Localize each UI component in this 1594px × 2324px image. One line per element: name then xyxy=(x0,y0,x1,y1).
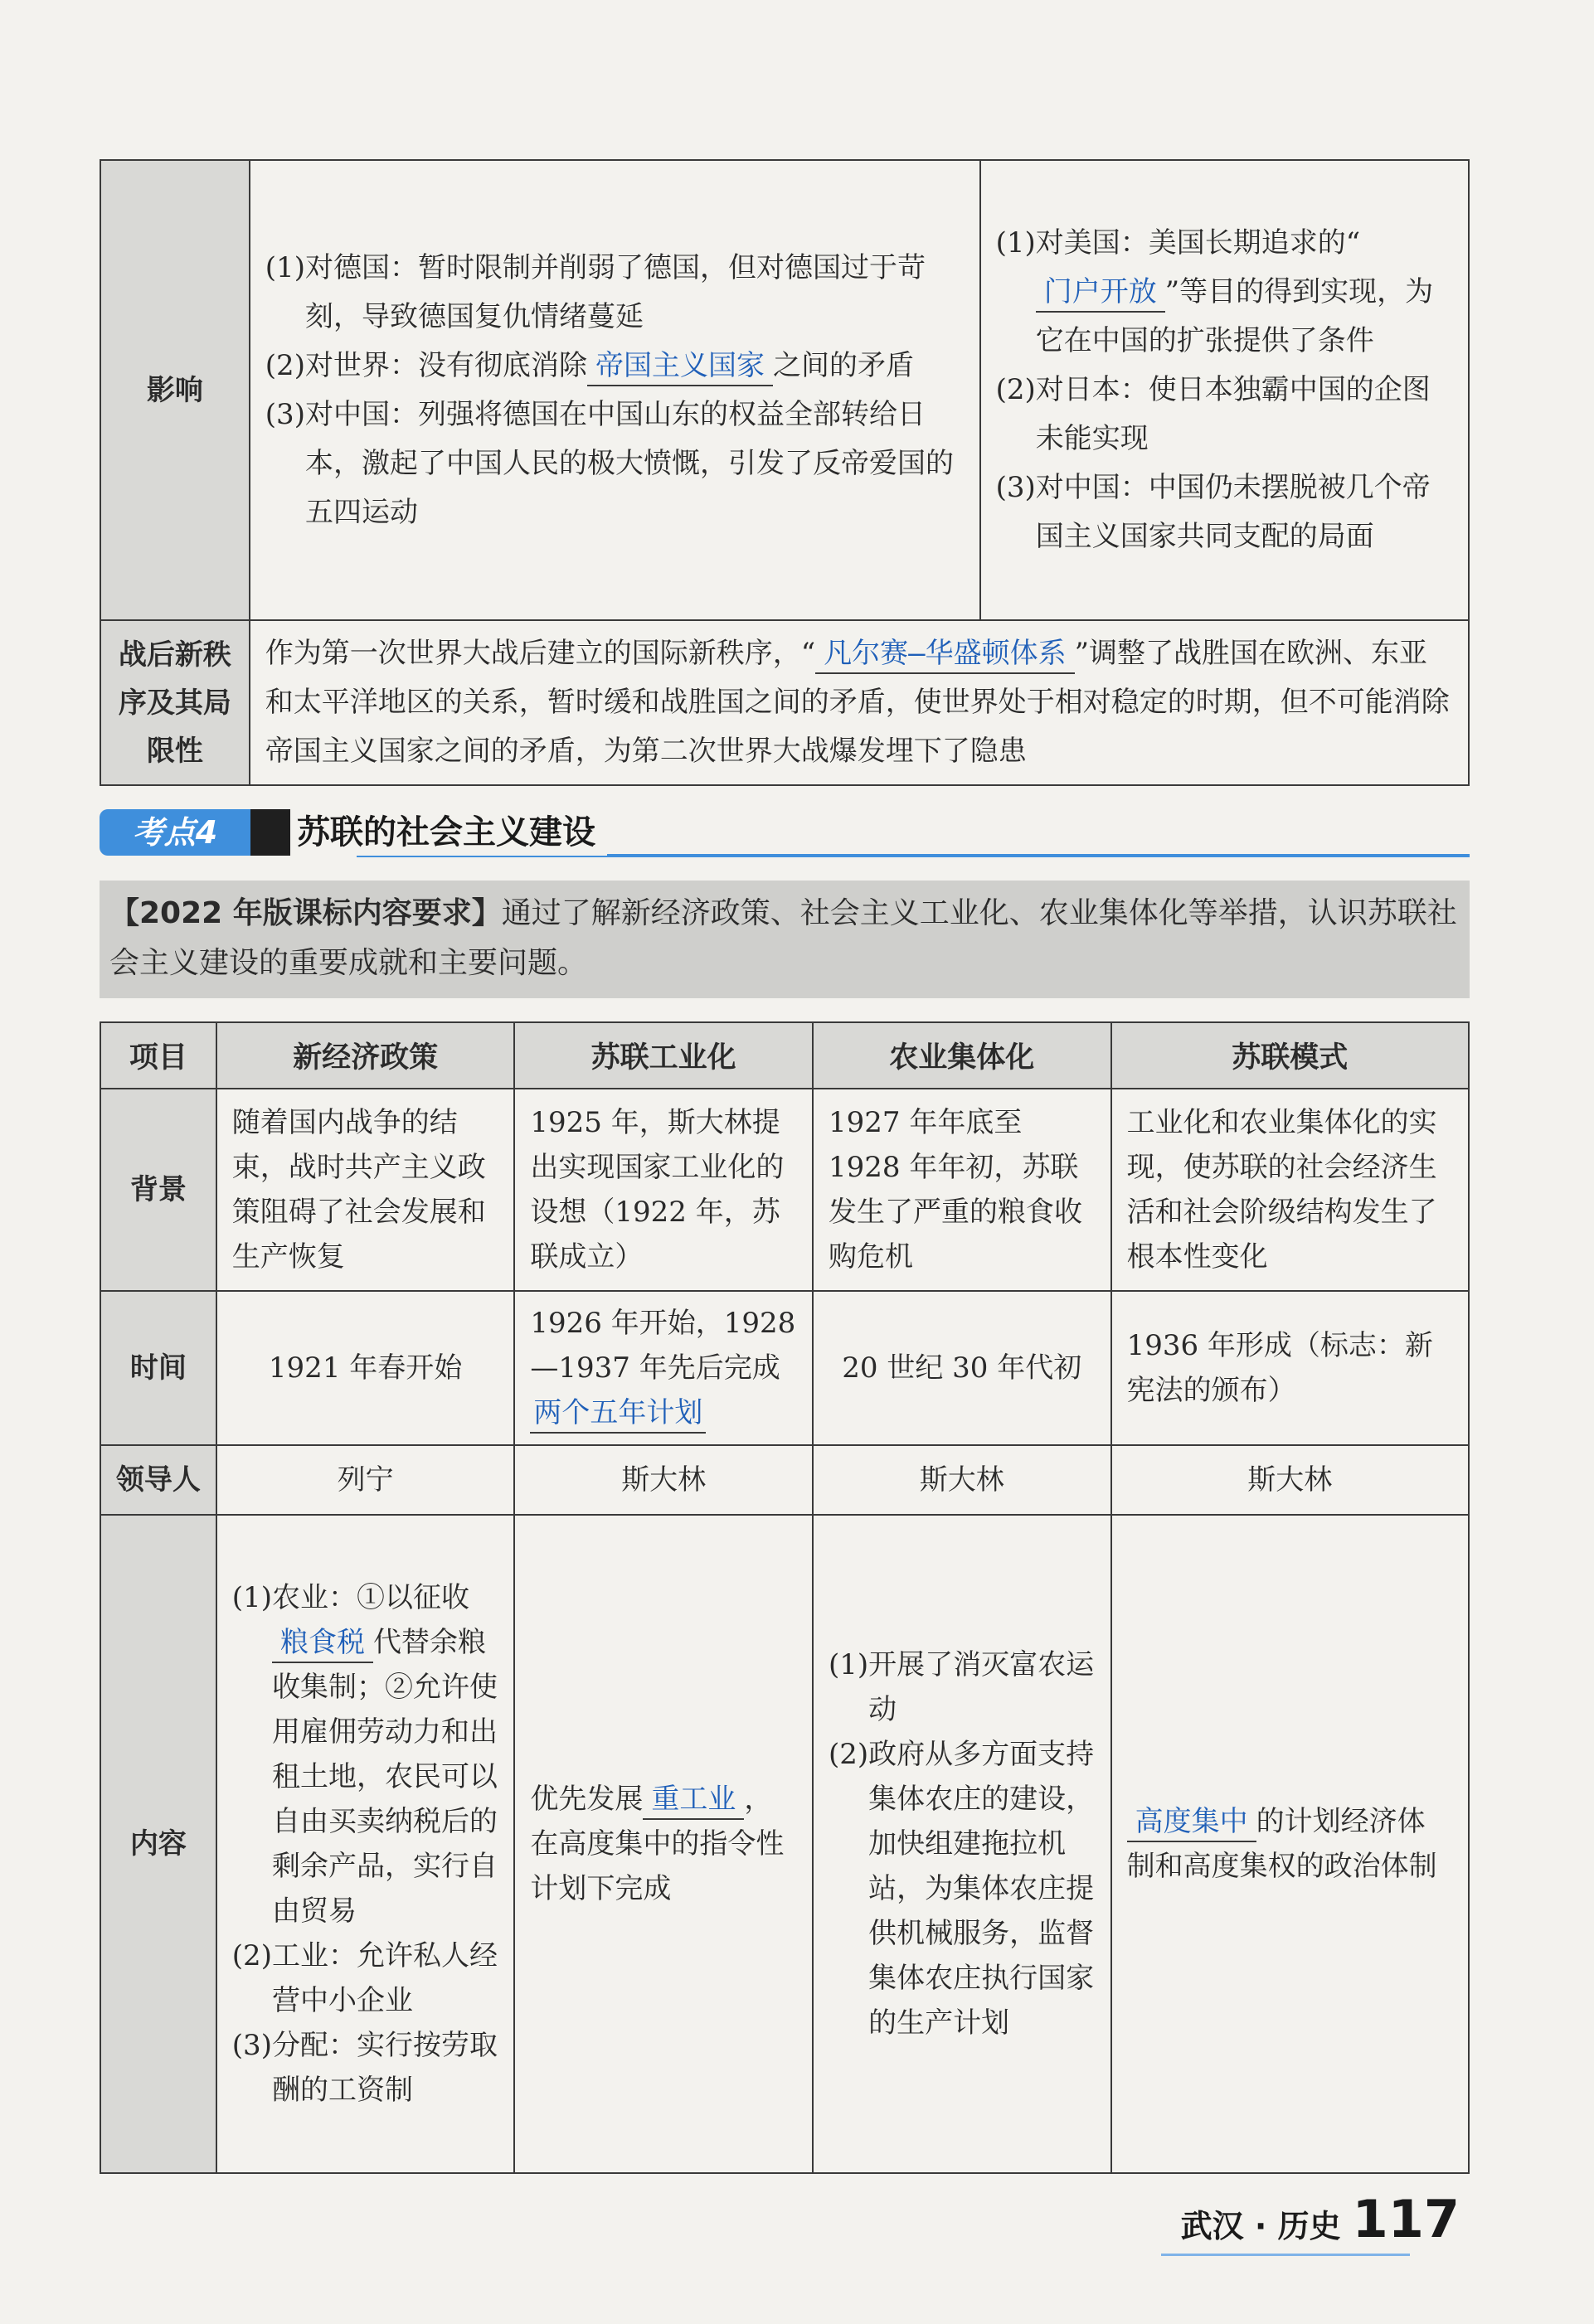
section-header xyxy=(100,809,1470,859)
impact-right-item-3: (3) 对中国：中国仍未摆脱被几个帝国主义国家共同支配的局面 xyxy=(995,471,1431,553)
section-tag: 考点4 xyxy=(100,809,250,856)
impact-left-item-1: (1) 对德国：暂时限制并削弱了德国，但对德国过于苛刻，导致德国复仇情绪蔓延 xyxy=(265,250,926,333)
time-soviet-model: 1936 年形成（标志：新宪法的颁布） xyxy=(1111,1291,1469,1445)
standard-label: 【2022 年版课标内容要求】 xyxy=(109,896,502,930)
page-number: 117 xyxy=(1352,2189,1460,2249)
impact-left-item-2: (2) 对世界：没有彻底消除 帝国主义国家 之间的矛盾 xyxy=(265,342,965,391)
content-nep-item-2: (2) 工业：允许私人经营中小企业 xyxy=(231,1939,498,2017)
header-item: 项目 xyxy=(100,1022,216,1089)
content-soviet-model: 高度集中 的计划经济体制和高度集权的政治体制 xyxy=(1111,1515,1469,2173)
content-collectivization xyxy=(813,1515,1111,2173)
answer-blank: 凡尔赛—华盛顿体系 xyxy=(815,634,1074,674)
time-label: 时间 xyxy=(100,1291,216,1445)
impact-left-item-3: (3) 对中国：列强将德国在中国山东的权益全部转给日本，激起了中国人民的极大愤慨，引发了反帝爱国的五四运动 xyxy=(265,397,954,529)
leader-label: 领导人 xyxy=(100,1445,216,1515)
time-collectivization: 20 世纪 30 年代初 xyxy=(813,1291,1111,1445)
content-label: 内容 xyxy=(100,1515,216,2173)
header-soviet-model: 苏联模式 xyxy=(1111,1022,1469,1089)
background-industrialization: 1925 年，斯大林提出实现国家工业化的设想（1922 年，苏联成立） xyxy=(514,1089,813,1291)
header-industrialization: 苏联工业化 xyxy=(514,1022,813,1089)
header-nep: 新经济政策 xyxy=(216,1022,515,1089)
impact-left-cell xyxy=(250,160,980,620)
footer-rule xyxy=(1161,2254,1410,2256)
background-label: 背景 xyxy=(100,1089,216,1291)
answer-blank: 两个五年计划 xyxy=(530,1394,706,1434)
content-collectivization-item-1: (1) 开展了消灭富农运动 xyxy=(828,1648,1095,1726)
impact-table xyxy=(100,159,1470,786)
header-collectivization: 农业集体化 xyxy=(813,1022,1111,1089)
curriculum-standard xyxy=(100,881,1470,998)
leader-industrialization: 斯大林 xyxy=(514,1445,813,1515)
answer-blank: 重工业 xyxy=(643,1780,744,1820)
impact-right-item-2: (2) 对日本：使日本独霸中国的企图未能实现 xyxy=(995,373,1431,455)
time-nep: 1921 年春开始 xyxy=(216,1291,515,1445)
answer-blank: 粮食税 xyxy=(272,1623,373,1663)
soviet-table xyxy=(100,1021,1470,2174)
footer-subject: 武汉 · 历史 xyxy=(1180,2208,1341,2244)
postwar-cell: 作为第一次世界大战后建立的国际新秩序，“ 凡尔赛—华盛顿体系 ”调整了战胜国在欧洲、东亚和太平洋地区的关系，暂时缓和战胜国之间的矛盾，使世界处于相对稳定的时期，但不可能消除帝国主义国家之间的矛盾，为第二次世界大战爆发埋下了隐患 xyxy=(250,620,1469,785)
content-nep xyxy=(216,1515,515,2173)
content-collectivization-item-2: (2) 政府从多方面支持集体农庄的建设，加快组建拖拉机站，为集体农庄提供机械服务，监督集体农庄执行国家的生产计划 xyxy=(828,1738,1095,2040)
answer-blank: 门户开放 xyxy=(1036,273,1165,313)
background-soviet-model: 工业化和农业集体化的实现，使苏联的社会经济生活和社会阶级结构发生了根本性变化 xyxy=(1111,1089,1469,1291)
leader-collectivization: 斯大林 xyxy=(813,1445,1111,1515)
answer-blank: 帝国主义国家 xyxy=(587,347,773,386)
standard-text: 通过了解新经济政策、社会主义工业化、农业集体化等举措，认识苏联社会主义建设的重要成就和主要问题。 xyxy=(109,896,1457,980)
impact-label: 影响 xyxy=(100,160,250,620)
answer-blank: 高度集中 xyxy=(1127,1802,1256,1842)
content-industrialization: 优先发展 重工业 ，在高度集中的指令性计划下完成 xyxy=(514,1515,813,2173)
leader-nep: 列宁 xyxy=(216,1445,515,1515)
section-title: 苏联的社会主义建设 xyxy=(290,809,607,856)
impact-right-cell xyxy=(980,160,1469,620)
background-nep: 随着国内战争的结束，战时共产主义政策阻碍了社会发展和生产恢复 xyxy=(216,1089,515,1291)
content-nep-item-3: (3) 分配：实行按劳取酬的工资制 xyxy=(231,2029,498,2107)
postwar-label: 战后新秩序及其局限性 xyxy=(100,620,250,785)
page-footer xyxy=(1181,2189,1460,2249)
content-nep-item-1: (1) 农业：①以征收粮食税 代替余粮收集制；②允许使用雇佣劳动力和出租土地，农民可以自由买卖纳税后的剩余产品，实行自由贸易 xyxy=(231,1581,498,1928)
leader-soviet-model: 斯大林 xyxy=(1111,1445,1469,1515)
background-collectivization: 1927 年年底至 1928 年年初，苏联发生了严重的粮食收购危机 xyxy=(813,1089,1111,1291)
time-industrialization: 1926 年开始，1928—1937 年先后完成两个五年计划 xyxy=(514,1291,813,1445)
impact-right-item-1: (1) 对美国：美国长期追求的“门户开放 ”等目的得到实现，为它在中国的扩张提供了条件 xyxy=(995,226,1434,357)
